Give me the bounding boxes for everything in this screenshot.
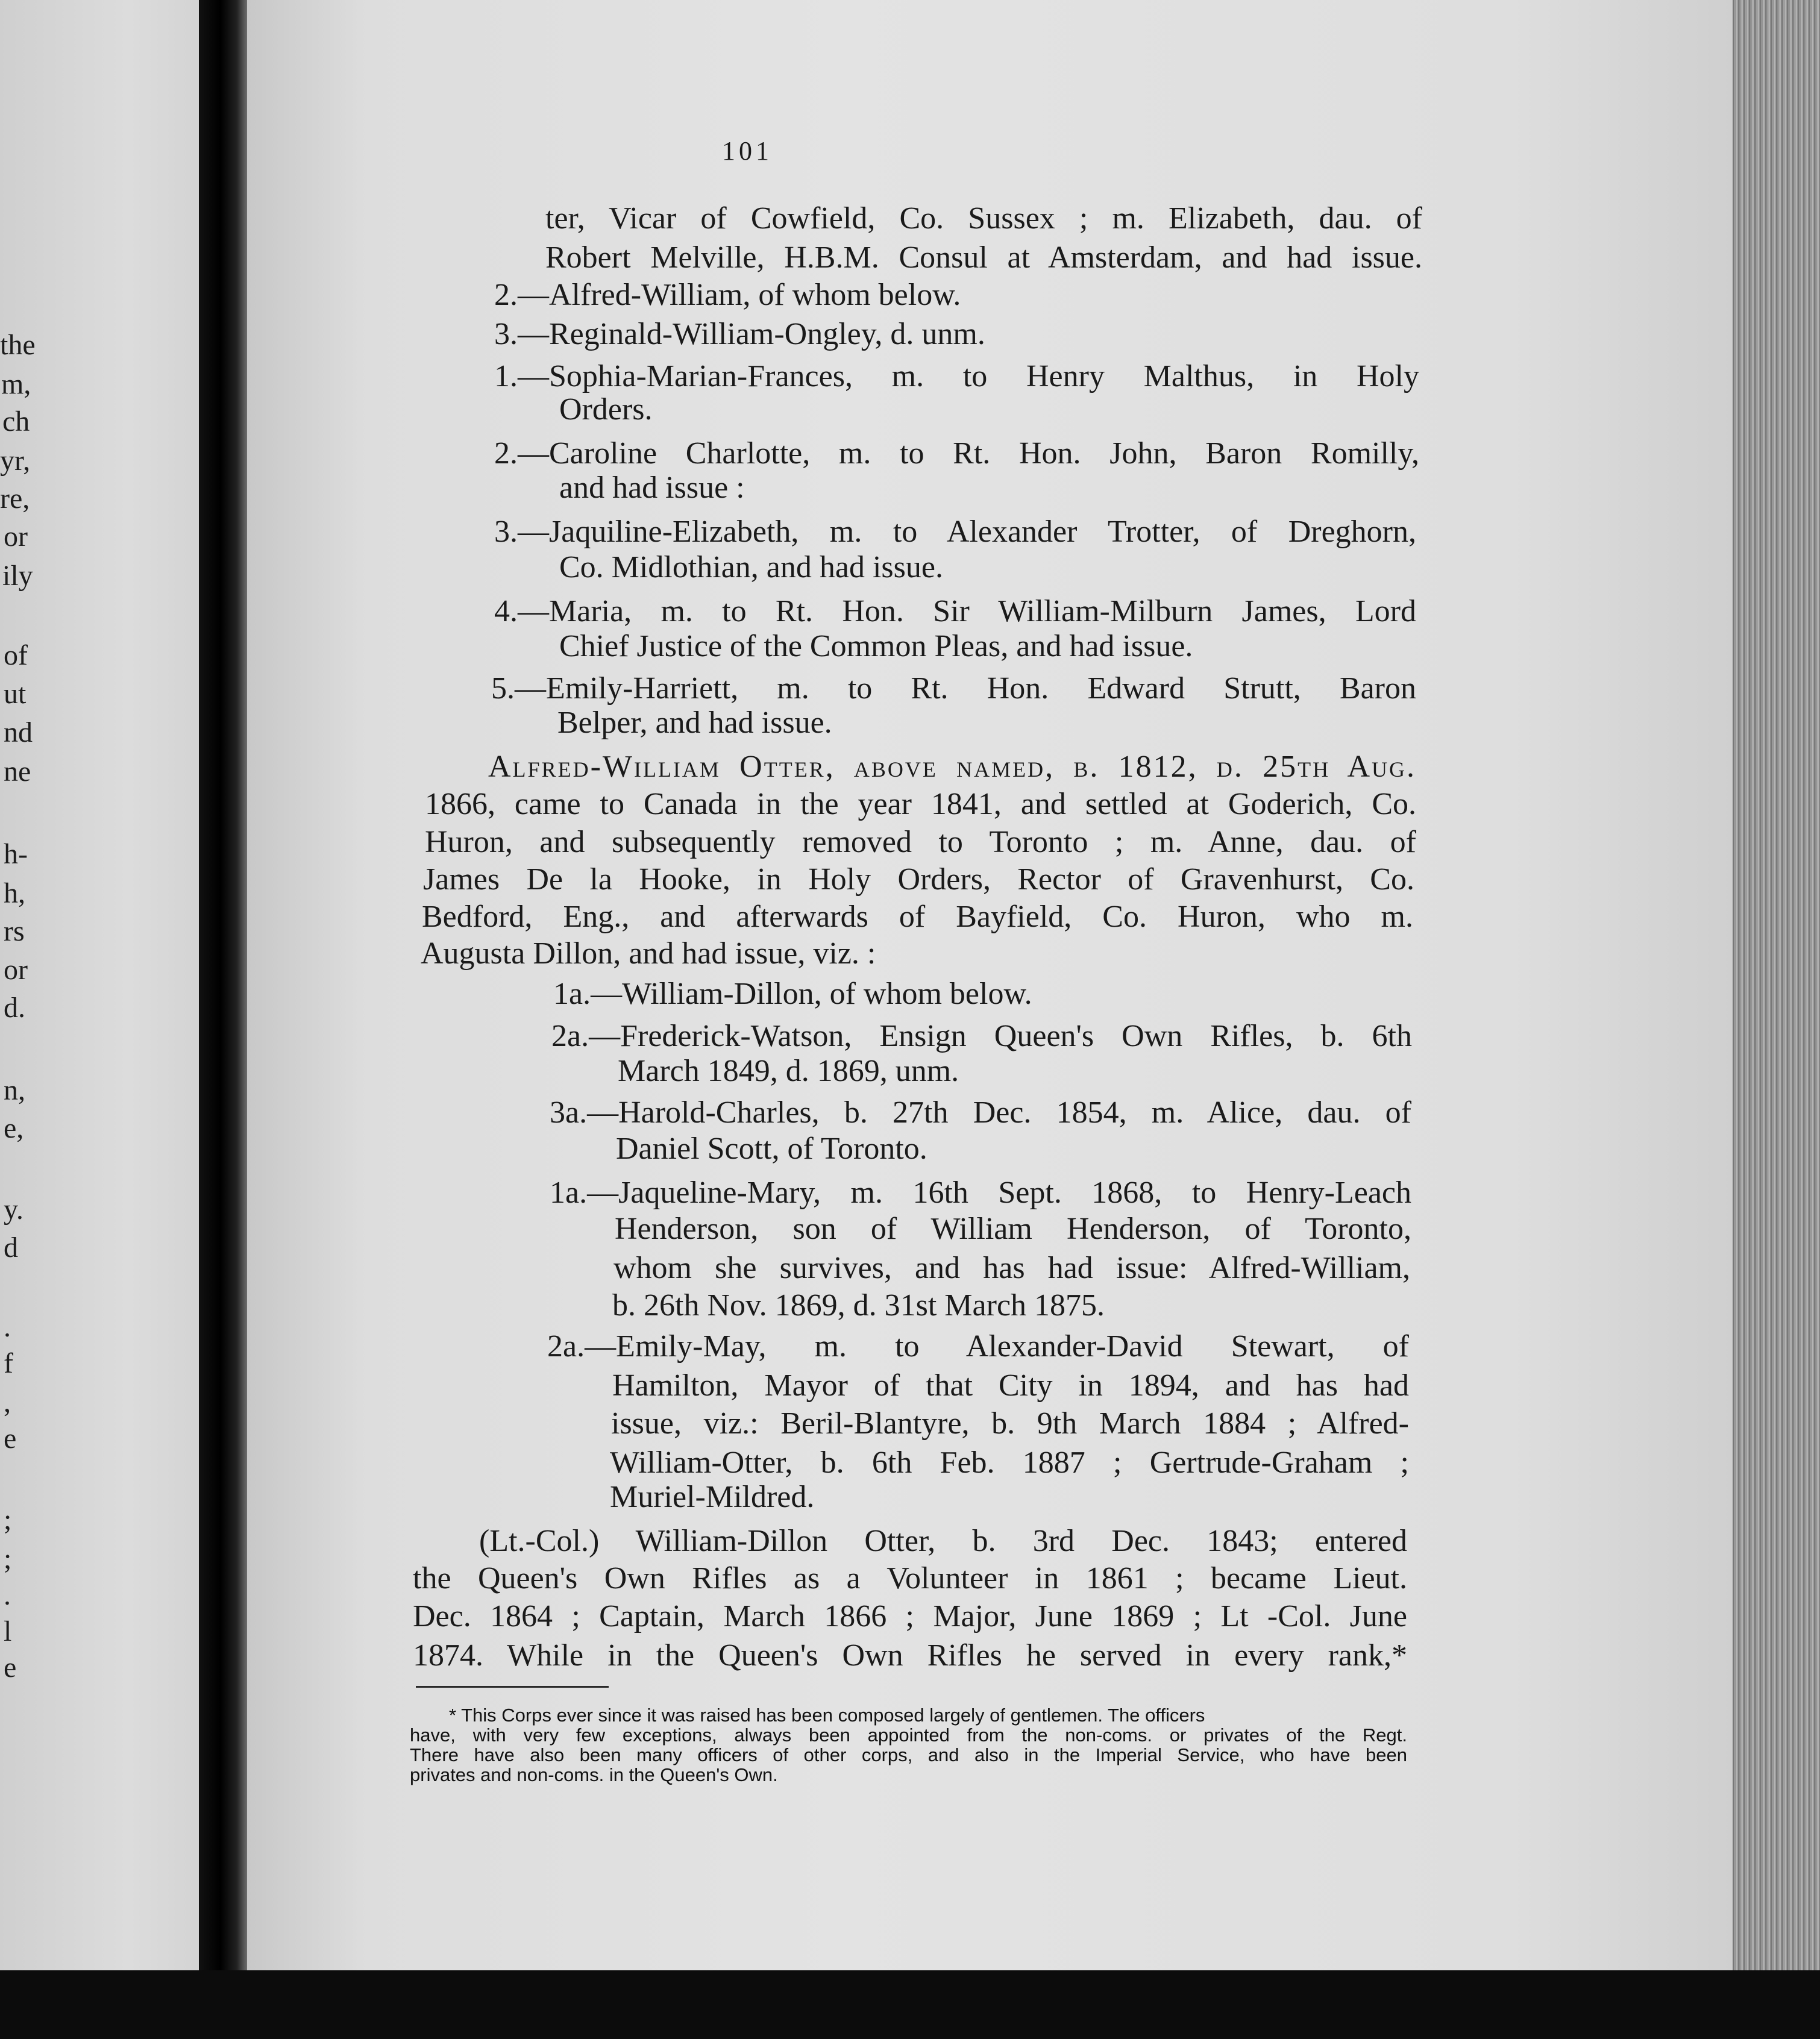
text-line: 1a.—William-Dillon, of whom below. [553,977,1032,1011]
text-line: 5.—Emily-Harriett, m. to Rt. Hon. Edward Strutt, Baron [491,671,1416,706]
left-page-fragment: or [4,521,28,553]
text-line: Chief Justice of the Common Pleas, and had issue. [559,629,1193,663]
left-page-fragment: ; [4,1543,12,1575]
text-line: Orders. [559,392,653,427]
text-line: b. 26th Nov. 1869, d. 31st March 1875. [612,1288,1105,1323]
text-line: Belper, and had issue. [557,706,832,740]
text-line: the Queen's Own Rifles as a Volunteer in 1861 ; became Lieut. [413,1561,1407,1596]
left-page-fragment: e [4,1423,17,1455]
page-number: 101 [722,136,773,166]
left-page-fragment: ne [4,756,31,788]
footnote-rule [416,1686,609,1688]
text-line: 3.—Jaquiline-Elizabeth, m. to Alexander Trotter, of Dreghorn, [494,515,1416,549]
text-line: William-Otter, b. 6th Feb. 1887 ; Gertrude-Graham ; [610,1445,1409,1480]
text-line: 3a.—Harold-Charles, b. 27th Dec. 1854, m. Alice, dau. of [550,1095,1411,1130]
left-page-fragment: h, [4,877,25,909]
text-line: Bedford, Eng., and afterwards of Bayfield, Co. Huron, who m. [422,900,1413,934]
text-line: 2a.—Frederick-Watson, Ensign Queen's Own Rifles, b. 6th [551,1019,1412,1053]
left-page-fragment: . [4,1311,11,1343]
text-line: 2.—Alfred-William, of whom below. [494,278,961,312]
text-line: Augusta Dillon, and had issue, viz. : [421,936,876,971]
footnote-line: * This Corps ever since it was raised has been composed largely of gentlemen. The officers [449,1705,1205,1726]
page-edges [1730,0,1820,1976]
left-page-fragment: . [4,1579,11,1611]
left-page-fragment: or [4,954,28,986]
left-page-fragment: of [4,639,28,671]
left-page-fragment: ; [4,1504,12,1536]
left-page-fragment: nd [4,716,33,748]
text-line: Hamilton, Mayor of that City in 1894, and has had [612,1368,1409,1403]
text-line: Co. Midlothian, and had issue. [559,550,943,584]
left-page-fragment: y. [4,1194,24,1226]
text-line: 1866, came to Canada in the year 1841, and settled at Goderich, Co. [425,787,1416,821]
footnote-line: have, with very few exceptions, always been appointed from the non-coms. or privates of the Regt. [410,1724,1407,1746]
text-line: Dec. 1864 ; Captain, March 1866 ; Major, June 1869 ; Lt -Col. June [413,1599,1407,1633]
text-line: James De la Hooke, in Holy Orders, Rector of Gravenhurst, Co. [423,862,1414,897]
text-line: Daniel Scott, of Toronto. [616,1132,927,1166]
text-line: 1874. While in the Queen's Own Rifles he served in every rank,* [413,1638,1407,1673]
text-line: Robert Melville, H.B.M. Consul at Amsterdam, and had issue. [545,240,1422,275]
left-page-fragment: l [4,1615,12,1647]
text-line: ter, Vicar of Cowfield, Co. Sussex ; m. Elizabeth, dau. of [545,201,1422,236]
text-line: whom she survives, and has had issue: Alfred-William, [613,1251,1410,1285]
scan-border-bottom [0,1970,1820,2039]
text-line: issue, viz.: Beril-Blantyre, b. 9th March 1884 ; Alfred- [611,1406,1409,1441]
left-page-fragment: ut [4,678,27,710]
left-page-fragment: d [4,1232,18,1264]
text-line: 2.—Caroline Charlotte, m. to Rt. Hon. John, Baron Romilly, [494,436,1419,471]
left-page-fragment: e, [4,1112,24,1144]
text-line: 1a.—Jaqueline-Mary, m. 16th Sept. 1868, to Henry-Leach [550,1176,1411,1210]
left-page-fragment: yr, [0,445,31,477]
book-gutter [199,0,253,1982]
text-line: Muriel-Mildred. [610,1480,815,1514]
left-page-fragment: re, [0,483,30,515]
text-line: Alfred-William Otter, above named, b. 1812, d. 25th Aug. [488,750,1416,784]
text-line: 2a.—Emily-May, m. to Alexander-David Stewart, of [547,1329,1409,1364]
left-page-fragment: h- [4,838,28,870]
left-page-fragment: f [4,1347,13,1379]
left-page-fragment: the [0,329,36,361]
left-page-fragment: m, [1,368,31,400]
footnote-line: privates and non-coms. in the Queen's Own. [410,1764,778,1785]
left-page-fragment: ily [2,560,33,592]
left-page-fragment: d. [4,992,25,1024]
text-line: March 1849, d. 1869, unm. [618,1054,959,1088]
left-page-fragment: n, [4,1074,25,1106]
text-line: and had issue : [559,471,745,505]
text-line: Henderson, son of William Henderson, of Toronto, [615,1212,1411,1246]
left-page-fragment: e [4,1652,17,1684]
text-line: Huron, and subsequently removed to Toronto ; m. Anne, dau. of [425,825,1416,859]
text-line: 3.—Reginald-William-Ongley, d. unm. [494,317,985,351]
left-page [0,0,214,1970]
left-page-fragment: , [4,1386,11,1418]
left-page-fragment: rs [4,915,25,947]
text-line: 1.—Sophia-Marian-Frances, m. to Henry Malthus, in Holy [494,359,1419,393]
text-line: (Lt.-Col.) William-Dillon Otter, b. 3rd Dec. 1843; entered [479,1524,1407,1558]
left-page-fragment: ch [2,406,30,437]
footnote-line: There have also been many officers of other corps, and also in the Imperial Service, who have been [410,1744,1407,1765]
text-line: 4.—Maria, m. to Rt. Hon. Sir William-Milburn James, Lord [494,594,1416,628]
